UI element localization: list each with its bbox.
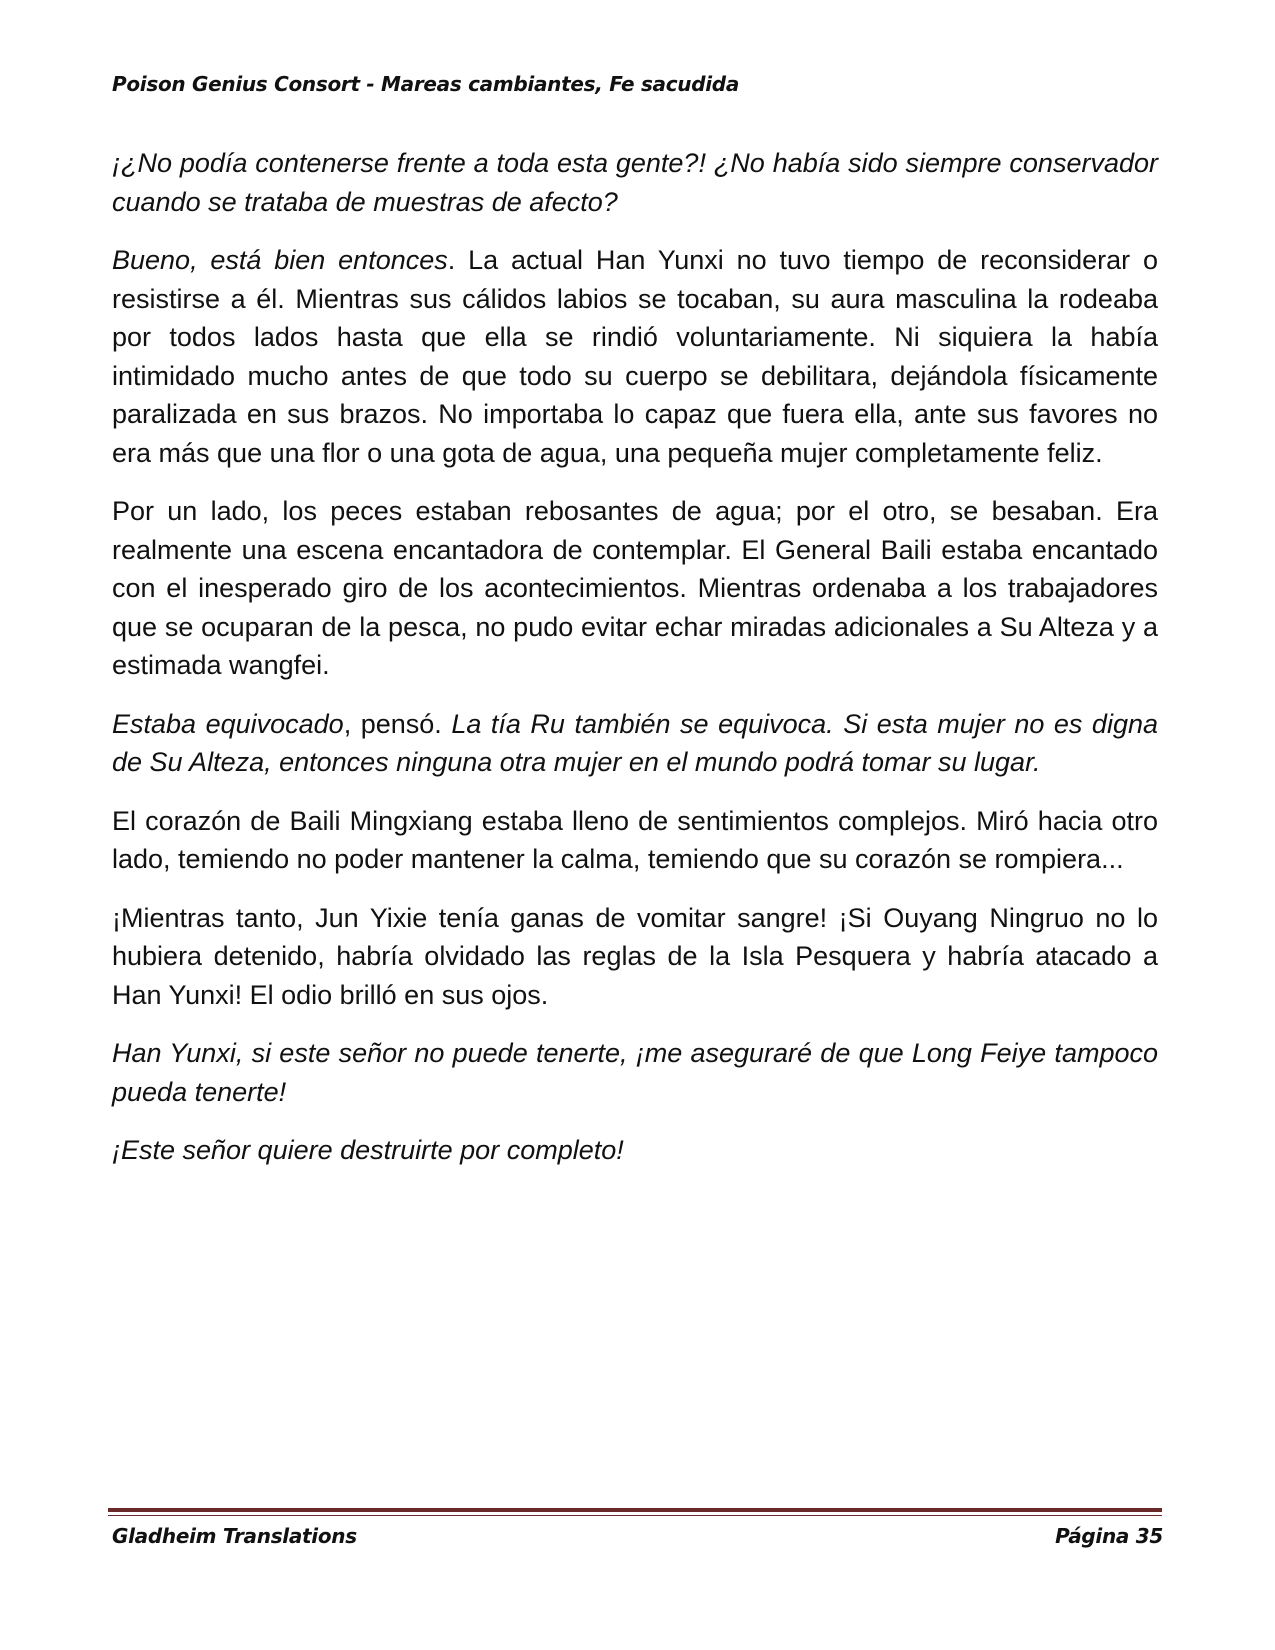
paragraph-6	[112, 899, 1158, 1015]
paragraph-text: Bueno, está bien entonces	[112, 245, 448, 275]
paragraph-text: ¡Este señor quiere destruirte por completo!	[112, 1135, 624, 1165]
paragraph-text: , pensó.	[343, 708, 452, 739]
paragraph-text: ¡¿No podía contenerse frente a toda esta gente?! ¿No había sido siempre conservador cuando se trataba de muestras de afecto?	[112, 148, 1158, 217]
paragraph-text: Estaba equivocado	[112, 708, 344, 739]
page-header: Poison Genius Consort - Mareas cambiantes, Fe sacudida	[112, 72, 740, 96]
footer-publisher: Gladheim Translations	[112, 1524, 357, 1548]
paragraph-7	[112, 1034, 1158, 1111]
paragraph-text: La tía Ru también se equivoca. Si esta mujer no es digna de Su Alteza, entonces ninguna otra mujer en el mundo podrá tomar su lugar.	[112, 708, 1158, 777]
paragraph-8	[112, 1131, 1158, 1170]
footer-divider-thin	[108, 1515, 1162, 1516]
paragraph-4	[112, 705, 1158, 782]
paragraph-text: Por un lado, los peces estaban rebosantes de agua; por el otro, se besaban. Era realmente una escena encantadora de contemplar. El General Baili estaba encantado con el inesperado giro de los acontecimientos. Mientras ordenaba a los trabajadores que se ocuparan de la pesca, no pudo evitar echar miradas adicionales a Su Alteza y a estimada wangfei.	[112, 496, 1158, 680]
paragraph-text: . La actual Han Yunxi no tuvo tiempo de reconsiderar o resistirse a él. Mientras sus cálidos labios se tocaban, su aura masculina la rodeaba por todos lados hasta que ella se rindió voluntariamente. Ni siquiera la había intimidado mucho antes de que todo su cuerpo se debilitara, dejándola físicamente paralizada en sus brazos. No importaba lo capaz que fuera ella, ante sus favores no era más que una flor o una gota de agua, una pequeña mujer completamente feliz.	[112, 245, 1158, 468]
paragraph-5	[112, 802, 1158, 879]
paragraph-1	[112, 144, 1158, 221]
paragraph-text: ¡Mientras tanto, Jun Yixie tenía ganas de vomitar sangre! ¡Si Ouyang Ningruo no lo hubiera detenido, habría olvidado las reglas de la Isla Pesquera y habría atacado a Han Yunxi! El odio brilló en sus ojos.	[112, 902, 1158, 1010]
page-body	[112, 144, 1158, 1190]
paragraph-text: Han Yunxi, si este señor no puede tenerte, ¡me aseguraré de que Long Feiye tampoco pueda tenerte!	[112, 1038, 1158, 1107]
paragraph-2	[112, 241, 1158, 472]
page-number: Página 35	[1055, 1524, 1163, 1548]
footer-divider	[108, 1508, 1162, 1512]
paragraph-3	[112, 492, 1158, 685]
paragraph-text: El corazón de Baili Mingxiang estaba lleno de sentimientos complejos. Miró hacia otro lado, temiendo no poder mantener la calma, temiendo que su corazón se rompiera...	[112, 805, 1158, 874]
